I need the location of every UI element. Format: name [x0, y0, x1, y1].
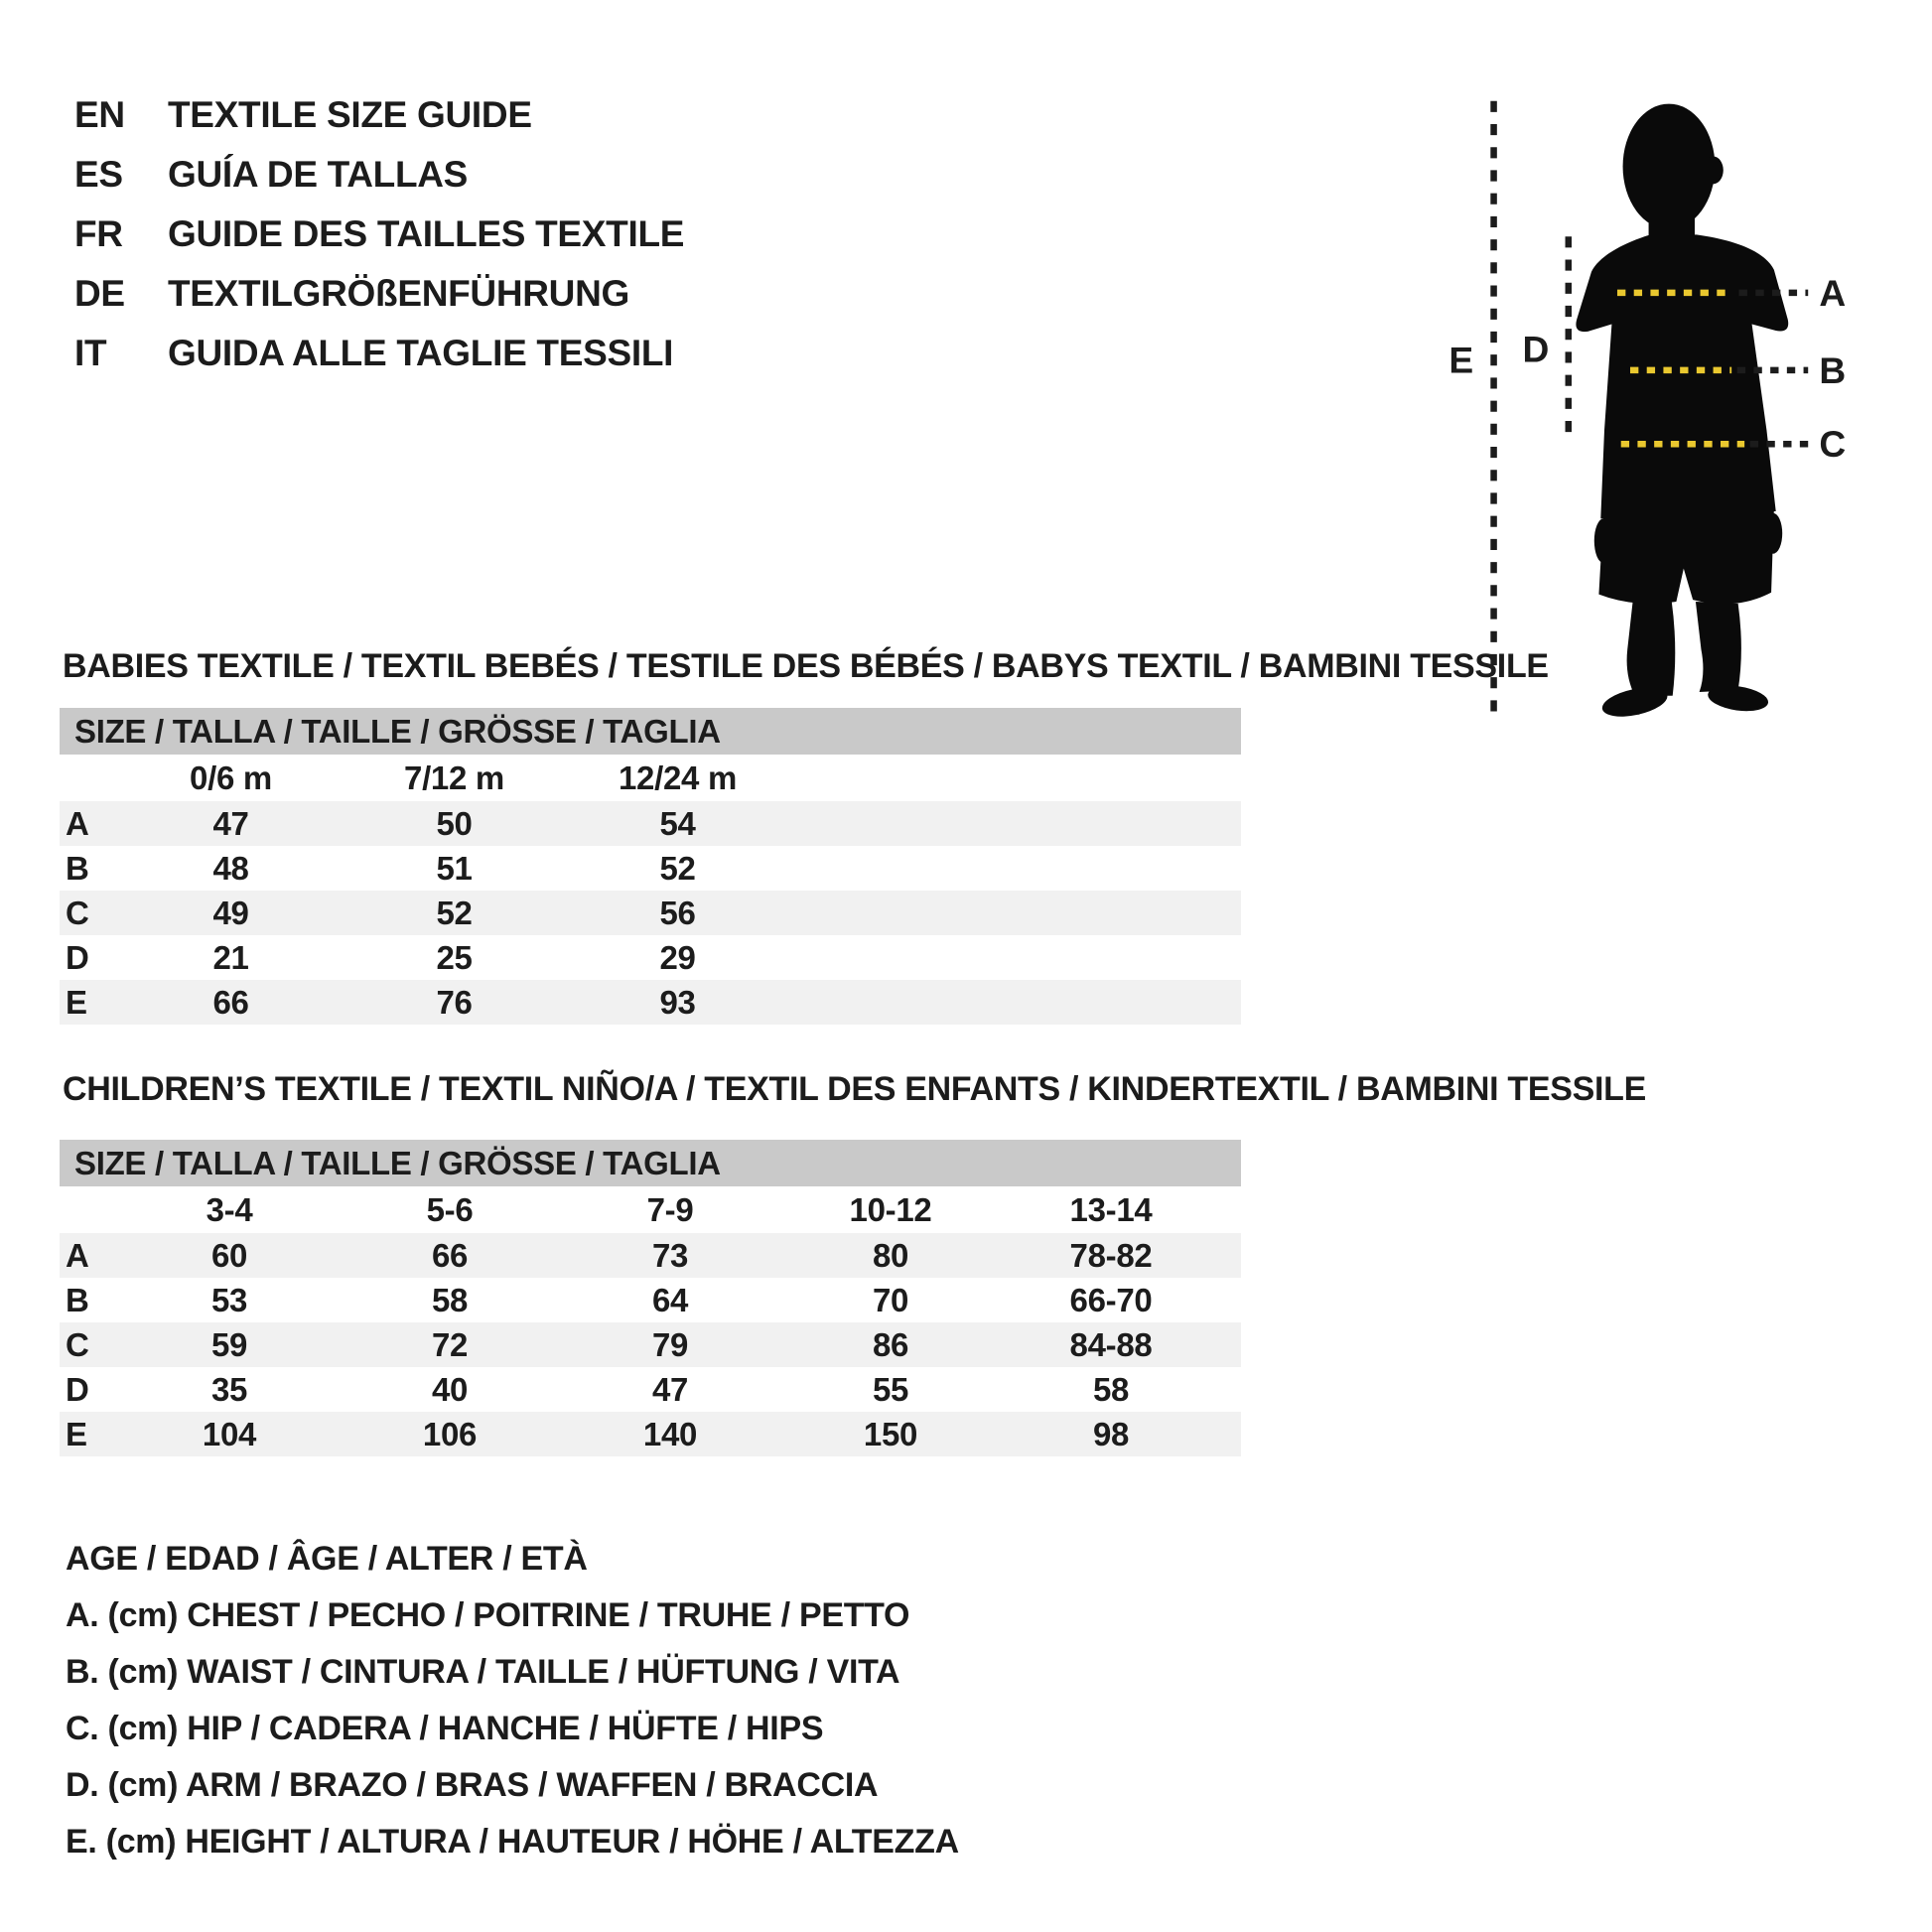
language-list [74, 85, 684, 383]
table-cell: 150 [863, 1415, 918, 1452]
table-cell: 40 [431, 1370, 469, 1408]
row-label: C [66, 1325, 89, 1363]
table-cell: 78-82 [1069, 1236, 1153, 1274]
row-label: A [66, 804, 89, 842]
legend-line-hip: C. (cm) HIP / CADERA / HANCHE / HÜFTE / HIPS [66, 1710, 824, 1747]
table-cell: 72 [431, 1325, 469, 1363]
table-cell: 48 [212, 849, 249, 887]
measurement-legend [66, 1531, 959, 1870]
table-cell: 80 [872, 1236, 909, 1274]
table-cell: 54 [659, 804, 696, 842]
column-header: 13-14 [1069, 1190, 1153, 1228]
column-header: 7/12 m [404, 759, 504, 796]
table-row [60, 801, 1241, 846]
measure-label-a: A [1819, 271, 1847, 314]
row-label: E [66, 1415, 87, 1452]
row-label: D [66, 1370, 89, 1408]
language-code: DE [74, 273, 125, 314]
table-cell: 58 [431, 1281, 469, 1318]
table-row [60, 980, 1241, 1025]
column-header-row [60, 1186, 1241, 1233]
language-code: FR [74, 213, 123, 254]
table-cell: 35 [210, 1370, 248, 1408]
language-label: TEXTILE SIZE GUIDE [168, 94, 532, 135]
column-header: 7-9 [646, 1190, 694, 1228]
language-row [74, 145, 684, 205]
language-label: TEXTILGRÖßENFÜHRUNG [168, 273, 630, 314]
table-cell: 56 [659, 894, 696, 931]
child-silhouette [1576, 104, 1788, 722]
table-cell: 47 [212, 804, 249, 842]
table-cell: 140 [642, 1415, 698, 1452]
size-header-bar: SIZE / TALLA / TAILLE / GRÖSSE / TAGLIA [60, 708, 1241, 755]
table-cell: 73 [651, 1236, 689, 1274]
table-cell: 52 [659, 849, 696, 887]
babies-size-table [60, 708, 1241, 1025]
row-label: E [66, 983, 87, 1021]
table-cell: 66-70 [1069, 1281, 1153, 1318]
row-label: B [66, 1281, 89, 1318]
column-header: 5-6 [426, 1190, 474, 1228]
table-cell: 86 [872, 1325, 909, 1363]
table-cell: 49 [212, 894, 249, 931]
table-cell: 58 [1092, 1370, 1130, 1408]
measure-label-d: D [1522, 328, 1550, 370]
table-cell: 66 [212, 983, 249, 1021]
language-row [74, 324, 684, 383]
legend-line-height: E. (cm) HEIGHT / ALTURA / HAUTEUR / HÖHE / ALTEZZA [66, 1823, 959, 1861]
table-cell: 64 [651, 1281, 689, 1318]
table-cell: 93 [659, 983, 696, 1021]
child-measurement-figure [1380, 60, 1932, 834]
language-label: GUÍA DE TALLAS [168, 154, 469, 195]
table-row [60, 1322, 1241, 1367]
row-label: D [66, 938, 89, 976]
column-header-row [60, 755, 1241, 801]
table-cell: 59 [210, 1325, 248, 1363]
language-code: EN [74, 94, 125, 135]
row-label: C [66, 894, 89, 931]
table-cell: 47 [651, 1370, 689, 1408]
language-code: IT [74, 333, 107, 373]
size-header-bar: SIZE / TALLA / TAILLE / GRÖSSE / TAGLIA [60, 1140, 1241, 1186]
column-header: 12/24 m [619, 759, 737, 796]
table-cell: 70 [872, 1281, 909, 1318]
table-cell: 25 [436, 938, 473, 976]
table-cell: 60 [210, 1236, 248, 1274]
table-cell: 106 [422, 1415, 478, 1452]
babies-section-title: BABIES TEXTILE / TEXTIL BEBÉS / TESTILE DES BÉBÉS / BABYS TEXTIL / BAMBINI TESSILE [63, 647, 1549, 685]
table-cell: 50 [436, 804, 473, 842]
table-cell: 51 [436, 849, 473, 887]
table-row [60, 1233, 1241, 1278]
children-size-table [60, 1140, 1241, 1456]
table-row [60, 935, 1241, 980]
table-cell: 84-88 [1069, 1325, 1153, 1363]
table-row [60, 891, 1241, 935]
table-row [60, 846, 1241, 891]
table-cell: 98 [1092, 1415, 1130, 1452]
table-row [60, 1367, 1241, 1412]
measure-label-e: E [1449, 339, 1474, 381]
table-cell: 79 [651, 1325, 689, 1363]
legend-line-waist: B. (cm) WAIST / CINTURA / TAILLE / HÜFTUNG / VITA [66, 1653, 900, 1691]
children-section-title: CHILDREN’S TEXTILE / TEXTIL NIÑO/A / TEXTIL DES ENFANTS / KINDERTEXTIL / BAMBINI TESSILE [63, 1070, 1647, 1108]
column-header: 3-4 [206, 1190, 253, 1228]
measure-label-b: B [1819, 348, 1847, 391]
table-cell: 55 [872, 1370, 909, 1408]
column-header: 0/6 m [190, 759, 272, 796]
language-code: ES [74, 154, 123, 195]
language-row [74, 205, 684, 264]
language-label: GUIDE DES TAILLES TEXTILE [168, 213, 685, 254]
table-row [60, 1412, 1241, 1456]
table-cell: 104 [202, 1415, 257, 1452]
table-cell: 66 [431, 1236, 469, 1274]
measure-label-c: C [1819, 423, 1847, 466]
table-cell: 21 [212, 938, 249, 976]
table-row [60, 1278, 1241, 1322]
table-cell: 52 [436, 894, 473, 931]
language-label: GUIDA ALLE TAGLIE TESSILI [168, 333, 674, 373]
table-cell: 53 [210, 1281, 248, 1318]
language-row [74, 85, 684, 145]
legend-line-age: AGE / EDAD / ÂGE / ALTER / ETÀ [66, 1540, 588, 1578]
column-header: 10-12 [849, 1190, 932, 1228]
row-label: B [66, 849, 89, 887]
table-cell: 29 [659, 938, 696, 976]
row-label: A [66, 1236, 89, 1274]
legend-line-arm: D. (cm) ARM / BRAZO / BRAS / WAFFEN / BRACCIA [66, 1766, 879, 1804]
table-cell: 76 [436, 983, 473, 1021]
language-row [74, 264, 684, 324]
legend-line-chest: A. (cm) CHEST / PECHO / POITRINE / TRUHE / PETTO [66, 1596, 910, 1634]
